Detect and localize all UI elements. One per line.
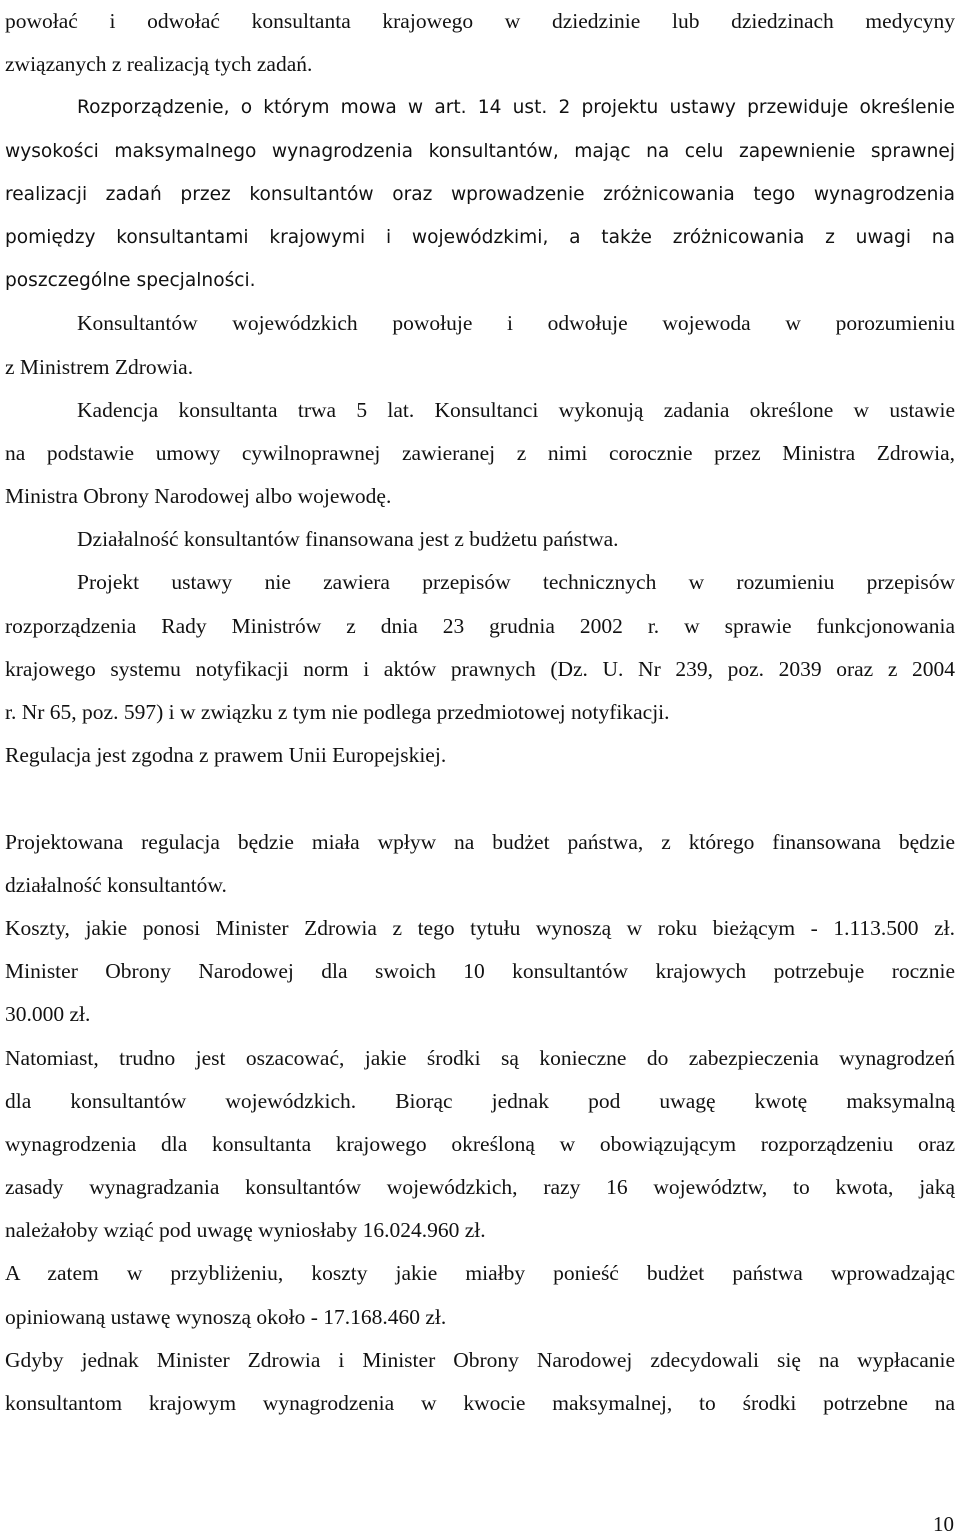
text-line: dla konsultantów wojewódzkich. Biorąc jednak pod uwagę kwotę maksymalną [5,1088,955,1113]
text-line: zasady wynagradzania konsultantów wojewódzkich, razy 16 województw, to kwota, jaką [5,1175,955,1200]
text-line: Natomiast, trudno jest oszacować, jakie środki są konieczne do zabezpieczenia wynagrodzeń [5,1045,955,1070]
text-line: A zatem w przybliżeniu, koszty jakie miałby ponieść budżet państwa wprowadzając [5,1261,955,1286]
text-line: działalność konsultantów. [5,872,227,897]
text-line: Rozporządzenie, o którym mowa w art. 14 ust. 2 projektu ustawy przewiduje określenie [77,97,955,119]
text-line: opiniowaną ustawę wynoszą około - 17.168.460 zł. [5,1304,447,1329]
text-line: krajowego systemu notyfikacji norm i aktów prawnych (Dz. U. Nr 239, poz. 2039 oraz z 2004 [5,656,955,681]
text-line: Konsultantów wojewódzkich powołuje i odwołuje wojewoda w porozumieniu [77,311,955,336]
text-line: Projekt ustawy nie zawiera przepisów technicznych w rozumieniu przepisów [77,570,955,595]
text-line: wysokości maksymalnego wynagrodzenia konsultantów, mając na celu zapewnienie sprawnej [5,140,955,162]
document-page [5,0,955,1425]
text-line: wynagrodzenia dla konsultanta krajowego określoną w obowiązującym rozporządzeniu oraz [5,1131,955,1156]
text-line: realizacji zadań przez konsultantów oraz wprowadzenie zróżnicowania tego wynagrodzenia [5,183,955,205]
text-line: Projektowana regulacja będzie miała wpływ na budżet państwa, z którego finansowana będzie [5,829,955,854]
text-line: należałoby wziąć pod uwagę wyniosłaby 16.024.960 zł. [5,1218,486,1243]
text-line: Działalność konsultantów finansowana jest z budżetu państwa. [77,527,619,552]
text-line: Ministra Obrony Narodowej albo wojewodę. [5,484,392,509]
text-line: Regulacja jest zgodna z prawem Unii Europejskiej. [5,743,447,768]
text-line: Koszty, jakie ponosi Minister Zdrowia z tego tytułu wynoszą w roku bieżącym - 1.113.500 zł. [5,915,955,940]
text-line: 30.000 zł. [5,1002,91,1027]
text-line: rozporządzenia Rady Ministrów z dnia 23 grudnia 2002 r. w sprawie funkcjonowania [5,613,955,638]
text-line: Gdyby jednak Minister Zdrowia i Minister Obrony Narodowej zdecydowali się na wypłacanie [5,1347,955,1372]
page-number: 10 [933,1512,954,1536]
text-line: pomiędzy konsultantami krajowymi i wojewódzkimi, a także zróżnicowania z uwagi na [5,226,955,248]
text-line: konsultantom krajowym wynagrodzenia w kwocie maksymalnej, to środki potrzebne na [5,1391,955,1415]
text-line: powołać i odwołać konsultanta krajowego w dziedzinie lub dziedzinach medycyny [5,9,955,33]
text-line: Kadencja konsultanta trwa 5 lat. Konsultanci wykonują zadania określone w ustawie [77,397,955,422]
text-line: na podstawie umowy cywilnoprawnej zawieranej z nimi corocznie przez Ministra Zdrowia, [5,440,955,465]
paragraph-gap [5,777,955,820]
text-line: z Ministrem Zdrowia. [5,354,194,379]
text-line: poszczególne specjalności. [5,270,256,292]
text-line: r. Nr 65, poz. 597) i w związku z tym nie podlega przedmiotowej notyfikacji. [5,700,670,724]
text-line: związanych z realizacją tych zadań. [5,52,313,77]
text-line: Minister Obrony Narodowej dla swoich 10 konsultantów krajowych potrzebuje rocznie [5,959,955,984]
